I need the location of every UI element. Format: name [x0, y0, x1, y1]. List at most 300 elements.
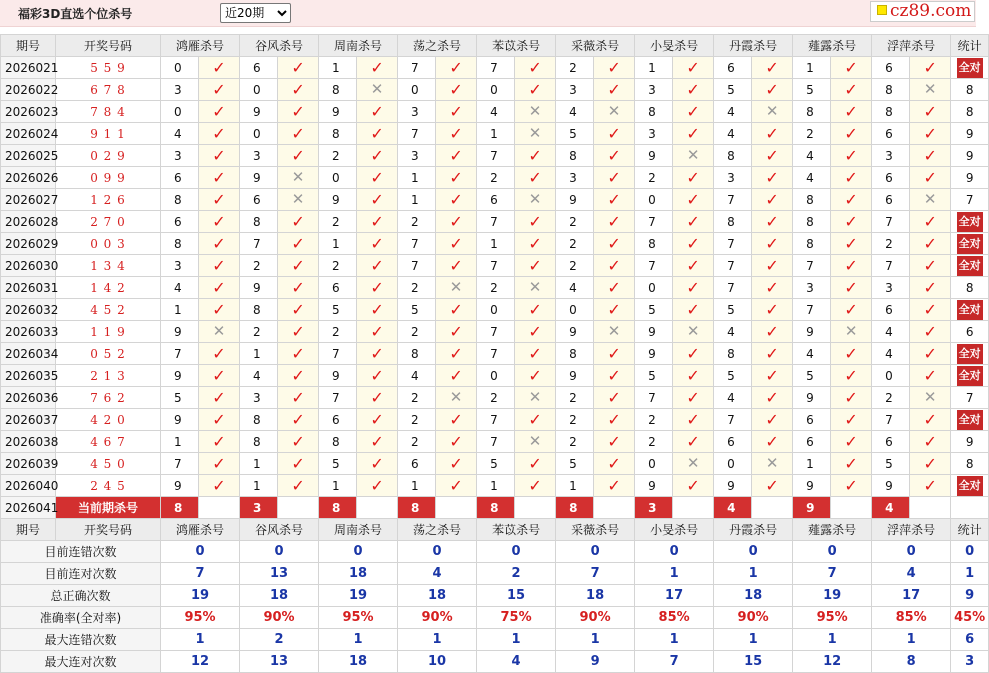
check-icon: ✓	[291, 299, 305, 319]
current-stat-empty	[951, 497, 989, 519]
check-icon: ✓	[686, 57, 700, 77]
result-cell	[831, 189, 872, 211]
kill-digit-cell: 7	[398, 255, 436, 277]
stat-count: 8	[965, 280, 974, 295]
logo-square-icon	[877, 5, 887, 15]
check-icon: ✓	[844, 387, 858, 407]
check-icon: ✓	[212, 409, 226, 429]
kill-digit-cell: 8	[319, 431, 357, 453]
kill-digit-cell: 5	[398, 299, 436, 321]
table-row	[1, 431, 989, 453]
check-icon: ✓	[844, 167, 858, 187]
result-cell	[673, 255, 714, 277]
check-icon: ✓	[765, 123, 779, 143]
result-cell	[515, 409, 556, 431]
result-cell	[278, 145, 319, 167]
check-icon: ✓	[528, 299, 542, 319]
result-cell	[673, 101, 714, 123]
stats-row	[1, 607, 989, 629]
result-cell	[910, 387, 951, 409]
result-cell	[594, 387, 635, 409]
full-correct-badge: 全对	[957, 300, 983, 320]
kill-digit-cell: 8	[161, 189, 199, 211]
result-cell	[199, 321, 240, 343]
cross-icon: ✕	[528, 190, 542, 208]
stats-value: 12	[161, 651, 240, 673]
header-expert: 采薇杀号	[556, 519, 635, 541]
kill-digit-cell: 2	[556, 431, 594, 453]
table-row	[1, 475, 989, 497]
result-cell	[436, 453, 477, 475]
result-cell	[594, 409, 635, 431]
kill-digit-cell: 3	[714, 167, 752, 189]
current-empty-cell	[594, 497, 635, 519]
check-icon: ✓	[844, 233, 858, 253]
check-icon: ✓	[212, 299, 226, 319]
kill-digit-cell: 0	[872, 365, 910, 387]
result-cell	[199, 57, 240, 79]
result-cell	[515, 79, 556, 101]
result-cell	[752, 343, 793, 365]
kill-digit-cell: 2	[319, 255, 357, 277]
kill-digit-cell: 1	[793, 57, 831, 79]
kill-digit-cell: 6	[161, 167, 199, 189]
stats-label: 目前连错次数	[1, 541, 161, 563]
kill-digit-cell: 2	[398, 409, 436, 431]
kill-digit-cell: 5	[161, 387, 199, 409]
result-cell	[752, 365, 793, 387]
period-cell: 2026033	[1, 321, 56, 343]
header-expert: 荡之杀号	[398, 519, 477, 541]
check-icon: ✓	[370, 255, 384, 275]
stat-cell	[951, 145, 989, 167]
kill-digit-cell: 8	[635, 233, 673, 255]
result-cell	[199, 211, 240, 233]
check-icon: ✓	[212, 123, 226, 143]
kill-digit-cell: 9	[556, 365, 594, 387]
cross-icon: ✕	[528, 102, 542, 120]
stats-row	[1, 629, 989, 651]
result-cell	[357, 321, 398, 343]
check-icon: ✓	[923, 321, 937, 341]
stats-total: 6	[951, 629, 989, 651]
result-cell	[278, 453, 319, 475]
stats-value: 1	[714, 563, 793, 585]
check-icon: ✓	[765, 409, 779, 429]
kill-digit-cell: 2	[319, 321, 357, 343]
result-cell	[594, 453, 635, 475]
stats-value: 10	[398, 651, 477, 673]
result-cell	[515, 365, 556, 387]
kill-digit-cell: 3	[398, 101, 436, 123]
draw-number-cell: 0 0 3	[56, 233, 161, 255]
kill-digit-cell: 3	[161, 145, 199, 167]
current-empty-cell	[515, 497, 556, 519]
kill-digit-cell: 6	[319, 409, 357, 431]
kill-digit-cell: 8	[161, 233, 199, 255]
result-cell	[357, 189, 398, 211]
result-cell	[515, 233, 556, 255]
kill-digit-cell: 8	[556, 145, 594, 167]
header-expert: 周南杀号	[319, 519, 398, 541]
result-cell	[278, 277, 319, 299]
draw-number-cell: 4 2 0	[56, 409, 161, 431]
result-cell	[594, 299, 635, 321]
full-correct-badge: 全对	[957, 234, 983, 254]
result-cell	[910, 79, 951, 101]
check-icon: ✓	[607, 409, 621, 429]
kill-digit-cell: 9	[556, 321, 594, 343]
result-cell	[673, 365, 714, 387]
stat-cell	[951, 475, 989, 497]
full-correct-badge: 全对	[957, 344, 983, 364]
check-icon: ✓	[607, 475, 621, 495]
draw-number-cell: 0 9 9	[56, 167, 161, 189]
result-cell	[357, 167, 398, 189]
kill-digit-cell: 8	[556, 343, 594, 365]
table-row	[1, 299, 989, 321]
header-expert: 丹霞杀号	[714, 519, 793, 541]
kill-digit-cell: 7	[872, 211, 910, 233]
check-icon: ✓	[686, 343, 700, 363]
result-cell	[199, 123, 240, 145]
stats-value: 19	[793, 585, 872, 607]
stats-value: 0	[872, 541, 951, 563]
kill-digit-cell: 3	[161, 79, 199, 101]
check-icon: ✓	[686, 255, 700, 275]
kill-digit-cell: 6	[872, 57, 910, 79]
stat-count: 8	[965, 82, 974, 97]
result-cell	[357, 79, 398, 101]
period-cell: 2026037	[1, 409, 56, 431]
result-cell	[673, 431, 714, 453]
result-cell	[673, 453, 714, 475]
result-cell	[436, 409, 477, 431]
header-expert: 周南杀号	[319, 35, 398, 57]
result-cell	[436, 343, 477, 365]
draw-number-cell: 7 6 2	[56, 387, 161, 409]
stat-cell	[951, 299, 989, 321]
check-icon: ✓	[449, 299, 463, 319]
current-period-cell: 2026041	[1, 497, 56, 519]
result-cell	[594, 211, 635, 233]
result-cell	[515, 475, 556, 497]
kill-digit-cell: 7	[714, 409, 752, 431]
table-row	[1, 255, 989, 277]
check-icon: ✓	[449, 189, 463, 209]
check-icon: ✓	[449, 409, 463, 429]
draw-number-cell: 0 5 2	[56, 343, 161, 365]
check-icon: ✓	[607, 57, 621, 77]
current-kill-digit: 8	[556, 497, 594, 519]
stat-cell	[951, 277, 989, 299]
result-cell	[199, 475, 240, 497]
kill-digit-cell: 6	[793, 409, 831, 431]
full-correct-badge: 全对	[957, 410, 983, 430]
result-cell	[278, 343, 319, 365]
kill-digit-cell: 0	[477, 79, 515, 101]
draw-number-cell: 5 5 9	[56, 57, 161, 79]
stat-cell	[951, 321, 989, 343]
kill-digit-cell: 0	[556, 299, 594, 321]
stats-value: 85%	[872, 607, 951, 629]
check-icon: ✓	[370, 211, 384, 231]
stats-value: 17	[872, 585, 951, 607]
kill-digit-cell: 5	[556, 453, 594, 475]
stats-value: 90%	[398, 607, 477, 629]
check-icon: ✓	[528, 321, 542, 341]
result-cell	[199, 387, 240, 409]
stats-value: 90%	[714, 607, 793, 629]
result-cell	[673, 167, 714, 189]
result-cell	[831, 431, 872, 453]
result-cell	[831, 233, 872, 255]
check-icon: ✓	[607, 123, 621, 143]
check-icon: ✓	[370, 475, 384, 495]
check-icon: ✓	[686, 123, 700, 143]
result-cell	[910, 57, 951, 79]
stats-value: 4	[872, 563, 951, 585]
stats-value: 0	[477, 541, 556, 563]
period-select[interactable]	[220, 3, 291, 23]
result-cell	[357, 387, 398, 409]
check-icon: ✓	[291, 101, 305, 121]
kill-digit-cell: 9	[635, 321, 673, 343]
check-icon: ✓	[765, 365, 779, 385]
result-cell	[831, 277, 872, 299]
result-cell	[515, 453, 556, 475]
stats-value: 12	[793, 651, 872, 673]
result-cell	[515, 123, 556, 145]
period-cell: 2026025	[1, 145, 56, 167]
kill-digit-cell: 4	[161, 277, 199, 299]
result-cell	[436, 475, 477, 497]
kill-digit-cell: 8	[398, 343, 436, 365]
result-cell	[515, 145, 556, 167]
period-cell: 2026030	[1, 255, 56, 277]
stats-value: 19	[319, 585, 398, 607]
kill-digit-cell: 9	[793, 475, 831, 497]
result-cell	[910, 299, 951, 321]
result-cell	[910, 189, 951, 211]
stats-value: 13	[240, 651, 319, 673]
result-cell	[278, 233, 319, 255]
result-cell	[515, 101, 556, 123]
table-row	[1, 167, 989, 189]
kill-digit-cell: 5	[635, 365, 673, 387]
kill-digit-cell: 2	[477, 167, 515, 189]
check-icon: ✓	[370, 299, 384, 319]
stats-value: 9	[556, 651, 635, 673]
result-cell	[673, 123, 714, 145]
kill-digit-cell: 8	[240, 211, 278, 233]
check-icon: ✓	[212, 233, 226, 253]
cross-icon: ✕	[844, 322, 858, 340]
check-icon: ✓	[370, 387, 384, 407]
check-icon: ✓	[212, 57, 226, 77]
check-icon: ✓	[765, 299, 779, 319]
check-icon: ✓	[528, 409, 542, 429]
kill-digit-cell: 0	[635, 189, 673, 211]
stats-value: 18	[398, 585, 477, 607]
full-correct-badge: 全对	[957, 476, 983, 496]
check-icon: ✓	[765, 431, 779, 451]
table-row	[1, 453, 989, 475]
kill-digit-cell: 3	[556, 79, 594, 101]
kill-digit-cell: 9	[240, 101, 278, 123]
stats-value: 0	[793, 541, 872, 563]
kill-number-table	[0, 34, 989, 673]
check-icon: ✓	[291, 123, 305, 143]
site-logo[interactable]	[870, 1, 975, 22]
result-cell	[910, 475, 951, 497]
result-cell	[910, 123, 951, 145]
kill-digit-cell: 3	[872, 145, 910, 167]
check-icon: ✓	[686, 277, 700, 297]
table-row	[1, 387, 989, 409]
stat-cell	[951, 255, 989, 277]
stats-value: 1	[872, 629, 951, 651]
draw-number-cell: 4 5 2	[56, 299, 161, 321]
kill-digit-cell: 9	[635, 343, 673, 365]
check-icon: ✓	[923, 475, 937, 495]
kill-digit-cell: 9	[635, 475, 673, 497]
result-cell	[357, 255, 398, 277]
check-icon: ✓	[528, 145, 542, 165]
result-cell	[831, 321, 872, 343]
kill-digit-cell: 7	[714, 189, 752, 211]
check-icon: ✓	[212, 167, 226, 187]
stats-row	[1, 563, 989, 585]
stats-value: 1	[319, 629, 398, 651]
check-icon: ✓	[923, 123, 937, 143]
result-cell	[752, 453, 793, 475]
kill-digit-cell: 6	[872, 167, 910, 189]
stat-count: 8	[965, 104, 974, 119]
result-cell	[910, 233, 951, 255]
kill-digit-cell: 6	[398, 453, 436, 475]
stats-value: 18	[319, 563, 398, 585]
cross-icon: ✕	[291, 168, 305, 186]
kill-digit-cell: 9	[161, 409, 199, 431]
result-cell	[436, 167, 477, 189]
kill-digit-cell: 8	[714, 145, 752, 167]
check-icon: ✓	[607, 277, 621, 297]
check-icon: ✓	[686, 299, 700, 319]
full-correct-badge: 全对	[957, 366, 983, 386]
check-icon: ✓	[686, 211, 700, 231]
kill-digit-cell: 7	[477, 409, 515, 431]
kill-digit-cell: 8	[714, 343, 752, 365]
result-cell	[752, 299, 793, 321]
check-icon: ✓	[844, 475, 858, 495]
result-cell	[199, 233, 240, 255]
result-cell	[673, 343, 714, 365]
cross-icon: ✕	[765, 454, 779, 472]
result-cell	[673, 409, 714, 431]
check-icon: ✓	[212, 277, 226, 297]
kill-digit-cell: 0	[477, 365, 515, 387]
kill-digit-cell: 1	[398, 475, 436, 497]
stats-label: 总正确次数	[1, 585, 161, 607]
kill-digit-cell: 9	[872, 475, 910, 497]
result-cell	[752, 79, 793, 101]
result-cell	[199, 299, 240, 321]
kill-digit-cell: 5	[477, 453, 515, 475]
check-icon: ✓	[291, 365, 305, 385]
check-icon: ✓	[607, 365, 621, 385]
kill-digit-cell: 2	[635, 167, 673, 189]
kill-digit-cell: 0	[635, 453, 673, 475]
result-cell	[752, 101, 793, 123]
table-row	[1, 123, 989, 145]
result-cell	[515, 343, 556, 365]
kill-digit-cell: 7	[398, 123, 436, 145]
result-cell	[910, 365, 951, 387]
check-icon: ✓	[844, 123, 858, 143]
check-icon: ✓	[212, 453, 226, 473]
stats-label: 最大连错次数	[1, 629, 161, 651]
check-icon: ✓	[528, 79, 542, 99]
cross-icon: ✕	[449, 388, 463, 406]
check-icon: ✓	[528, 167, 542, 187]
kill-digit-cell: 7	[635, 211, 673, 233]
result-cell	[673, 57, 714, 79]
stats-value: 1	[398, 629, 477, 651]
stat-count: 7	[965, 390, 974, 405]
result-cell	[752, 387, 793, 409]
result-cell	[831, 123, 872, 145]
header-expert: 谷风杀号	[240, 519, 319, 541]
table-row	[1, 211, 989, 233]
result-cell	[594, 167, 635, 189]
cross-icon: ✕	[528, 278, 542, 296]
result-cell	[594, 123, 635, 145]
check-icon: ✓	[212, 189, 226, 209]
cross-icon: ✕	[370, 80, 384, 98]
check-icon: ✓	[370, 101, 384, 121]
kill-digit-cell: 6	[872, 299, 910, 321]
period-cell: 2026040	[1, 475, 56, 497]
result-cell	[594, 431, 635, 453]
result-cell	[357, 145, 398, 167]
current-kill-digit: 3	[240, 497, 278, 519]
kill-digit-cell: 2	[793, 123, 831, 145]
kill-digit-cell: 8	[793, 189, 831, 211]
check-icon: ✓	[212, 343, 226, 363]
kill-digit-cell: 9	[793, 387, 831, 409]
kill-digit-cell: 8	[240, 431, 278, 453]
stats-value: 2	[477, 563, 556, 585]
check-icon: ✓	[212, 101, 226, 121]
check-icon: ✓	[370, 189, 384, 209]
check-icon: ✓	[923, 431, 937, 451]
check-icon: ✓	[212, 145, 226, 165]
header-stat: 统计	[951, 519, 989, 541]
result-cell	[752, 123, 793, 145]
period-cell: 2026036	[1, 387, 56, 409]
table-header-row	[1, 519, 989, 541]
header-draw: 开奖号码	[56, 519, 161, 541]
kill-digit-cell: 4	[556, 277, 594, 299]
kill-digit-cell: 5	[714, 299, 752, 321]
kill-digit-cell: 2	[398, 277, 436, 299]
result-cell	[910, 453, 951, 475]
kill-digit-cell: 4	[477, 101, 515, 123]
check-icon: ✓	[291, 321, 305, 341]
stat-cell	[951, 211, 989, 233]
stats-value: 0	[398, 541, 477, 563]
